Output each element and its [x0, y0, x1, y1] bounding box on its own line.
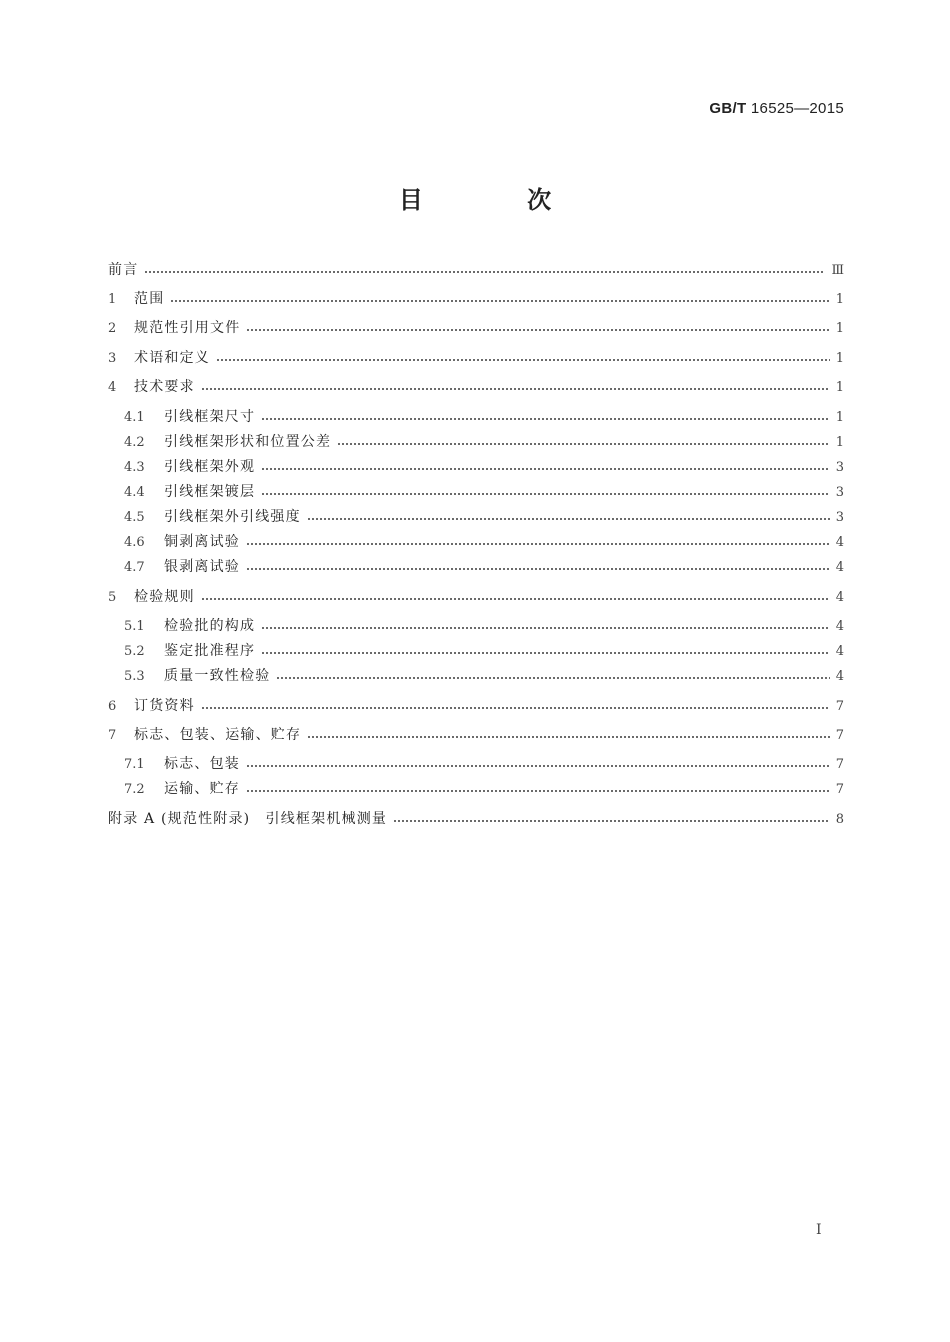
toc-entry-label: 引线框架镀层 [164, 484, 256, 500]
toc-entry[interactable] [108, 532, 844, 552]
dot-leader [201, 707, 830, 709]
toc-entry-label: 技术要求 [134, 379, 195, 395]
toc-entry-page: 4 [835, 669, 844, 684]
toc-entry[interactable] [108, 557, 844, 577]
dot-leader [246, 329, 829, 331]
toc-entry-number: 1 [108, 292, 117, 307]
toc-entry-page: 1 [835, 410, 844, 425]
toc-entry-label: 运输、贮存 [164, 781, 240, 797]
toc-entry-label: 鉴定批准程序 [164, 643, 256, 659]
toc-entry-number: 4.7 [124, 560, 145, 575]
toc-entry-page: 4 [835, 644, 844, 659]
toc-entry[interactable] [108, 432, 844, 452]
toc-entry-number: 5.3 [124, 669, 145, 684]
toc-entry-page: 1 [835, 292, 844, 307]
toc-entry[interactable] [108, 641, 844, 661]
toc-entry[interactable] [108, 260, 844, 280]
toc-entry[interactable] [108, 666, 844, 686]
toc-entry-number: 2 [108, 321, 117, 336]
toc-entry-label: 标志、包装 [164, 756, 240, 772]
toc-entry-number: 4 [108, 380, 117, 395]
toc-entry-label: 范围 [134, 291, 165, 307]
toc-entry-label: 附录 A (规范性附录) 引线框架机械测量 [108, 811, 388, 827]
dot-leader [246, 568, 830, 570]
toc-entry-number: 4.6 [124, 535, 145, 550]
page-title: 目 次 [398, 186, 600, 214]
toc-entry-page: 7 [835, 699, 844, 714]
toc-entry-page: 7 [835, 728, 844, 743]
toc-entry-label: 银剥离试验 [164, 559, 240, 575]
toc-entry-number: 6 [108, 699, 117, 714]
standard-code [709, 100, 844, 117]
toc-entry-page: Ⅲ [831, 263, 844, 278]
toc-entry[interactable] [108, 587, 844, 607]
toc-entry-number: 3 [108, 351, 117, 366]
toc-entry-label: 检验批的构成 [164, 618, 256, 634]
toc-entry-page: 4 [835, 619, 844, 634]
toc-entry-page: 1 [835, 435, 844, 450]
dot-leader [261, 418, 830, 420]
toc-entry-number: 4.5 [124, 510, 145, 525]
toc-entry-label: 铜剥离试验 [164, 534, 240, 550]
dot-leader [261, 652, 830, 654]
dot-leader [246, 790, 830, 792]
toc-entry-number: 4.4 [124, 485, 145, 500]
toc-entry-number: 4.3 [124, 460, 145, 475]
toc-entry-label: 规范性引用文件 [134, 320, 241, 336]
toc-entry-label: 引线框架外观 [164, 459, 256, 475]
toc-entry-page: 4 [835, 535, 844, 550]
toc-entry-number: 7.2 [124, 782, 145, 797]
toc-entry[interactable] [108, 318, 844, 338]
toc-entry-page: 1 [835, 380, 844, 395]
toc-entry-number: 7.1 [124, 757, 145, 772]
toc-entry-page: 7 [835, 757, 844, 772]
toc-entry-page: 3 [835, 485, 844, 500]
toc-entry-label: 前言 [108, 262, 139, 278]
toc-entry-number: 7 [108, 728, 117, 743]
dot-leader [393, 820, 830, 822]
toc-entry[interactable] [108, 809, 844, 829]
standard-code-prefix: GB/T [709, 100, 747, 117]
toc-entry-label: 检验规则 [134, 589, 195, 605]
toc-entry-label: 质量一致性检验 [164, 668, 271, 684]
dot-leader [337, 443, 830, 445]
toc-entry-page: 3 [835, 510, 844, 525]
toc-entry-number: 5.2 [124, 644, 145, 659]
dot-leader [307, 736, 830, 738]
toc-entry-label: 订货资料 [134, 698, 195, 714]
toc-entry-label: 标志、包装、运输、贮存 [134, 727, 302, 743]
toc-entry-page: 8 [835, 812, 844, 827]
toc-entry-label: 引线框架形状和位置公差 [164, 434, 332, 450]
toc-entry-page: 7 [835, 782, 844, 797]
dot-leader [216, 359, 830, 361]
toc-entry-page: 3 [835, 460, 844, 475]
toc-entry[interactable] [108, 616, 844, 636]
dot-leader [246, 543, 830, 545]
dot-leader [261, 627, 830, 629]
dot-leader [201, 598, 830, 600]
toc-entry[interactable] [108, 407, 844, 427]
standard-code-number: 16525—2015 [750, 100, 844, 117]
toc-entry[interactable] [108, 457, 844, 477]
toc-entry[interactable] [108, 482, 844, 502]
toc-entry-label: 术语和定义 [134, 350, 210, 366]
toc-entry-label: 引线框架外引线强度 [164, 509, 301, 525]
dot-leader [307, 518, 830, 520]
toc-entry[interactable] [108, 377, 844, 397]
toc-entry[interactable] [108, 696, 844, 716]
toc-entry[interactable] [108, 507, 844, 527]
dot-leader [261, 493, 830, 495]
dot-leader [261, 468, 830, 470]
toc-entry-page: 1 [835, 321, 844, 336]
toc-entry-number: 4.2 [124, 435, 145, 450]
toc-entry-number: 5.1 [124, 619, 145, 634]
toc-entry-label: 引线框架尺寸 [164, 409, 256, 425]
dot-leader [170, 300, 829, 302]
toc-entry-page: 1 [835, 351, 844, 366]
toc-entry[interactable] [108, 289, 844, 309]
dot-leader [201, 388, 830, 390]
toc-entry-number: 4.1 [124, 410, 145, 425]
dot-leader [144, 271, 825, 273]
dot-leader [276, 677, 829, 679]
footer-page-number: I [816, 1222, 822, 1238]
dot-leader [246, 765, 830, 767]
toc-entry[interactable] [108, 754, 844, 774]
toc-entry-page: 4 [835, 560, 844, 575]
toc-entry[interactable] [108, 348, 844, 368]
toc-entry-page: 4 [835, 590, 844, 605]
toc-entry-number: 5 [108, 590, 117, 605]
toc-entry[interactable] [108, 725, 844, 745]
toc-entry[interactable] [108, 779, 844, 799]
